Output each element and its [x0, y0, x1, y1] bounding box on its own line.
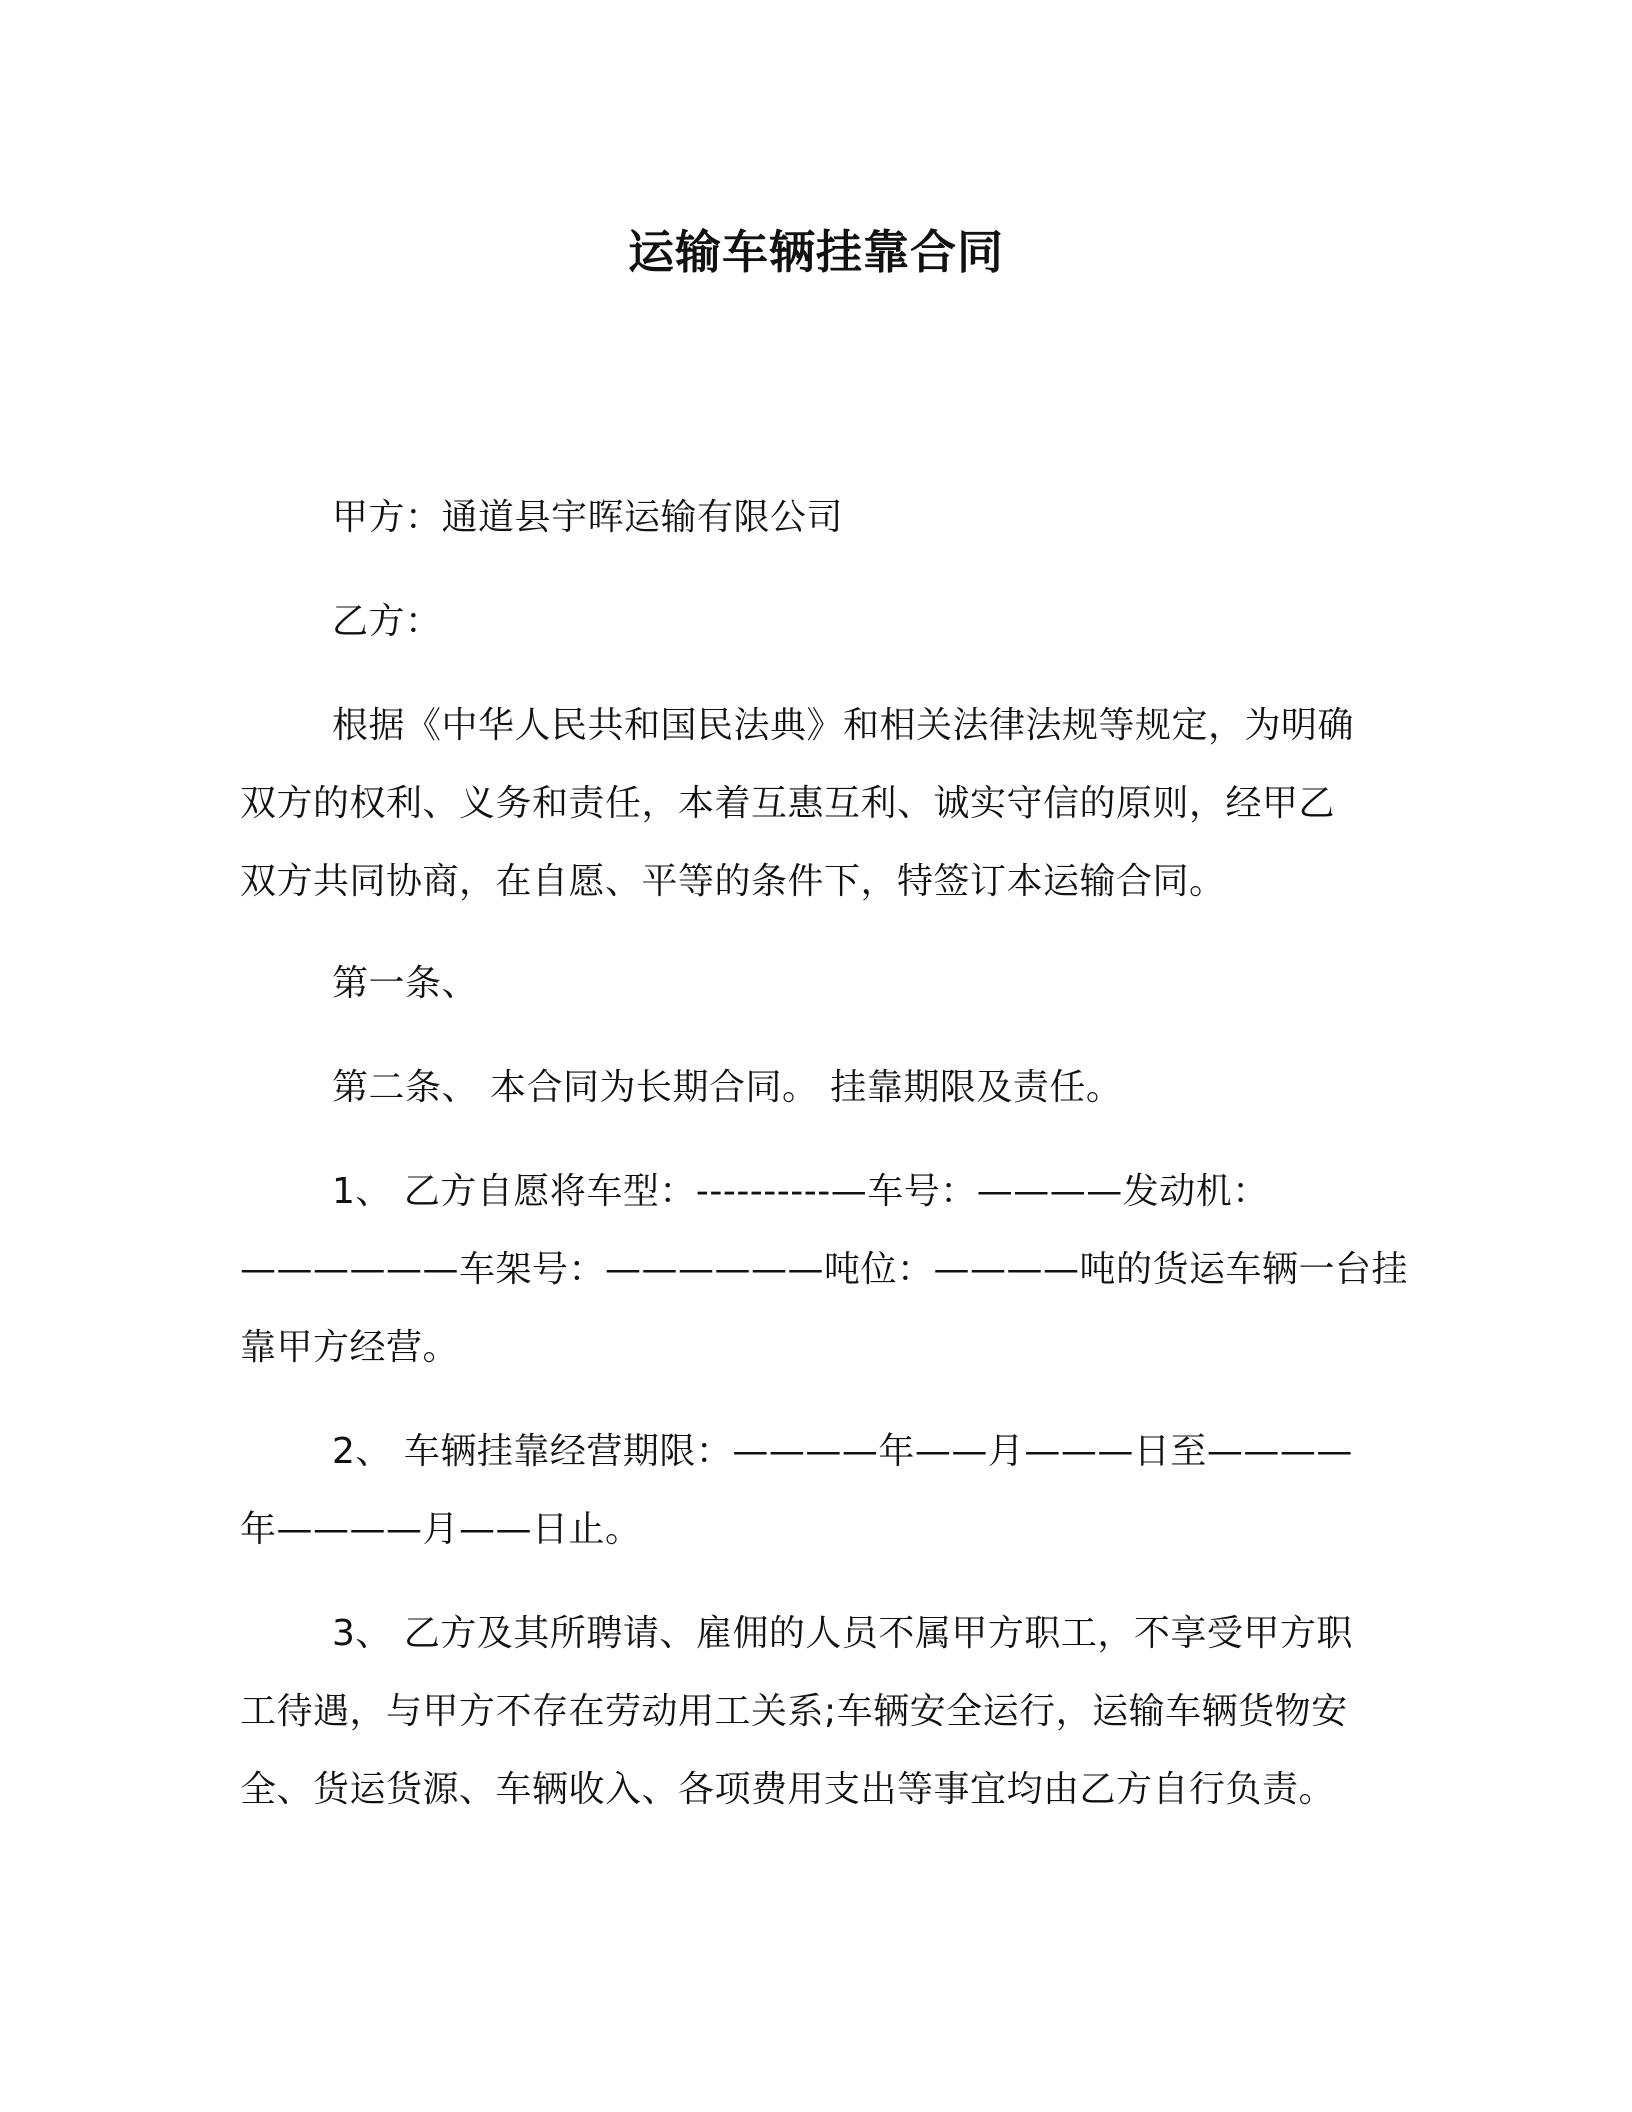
clause-3-line-1: 3、 乙方及其所聘请、雇佣的人员不属甲方职工，不享受甲方职: [332, 1613, 1353, 1654]
preamble-line-1: 根据《中华人民共和国民法典》和相关法律法规等规定，为明确: [332, 705, 1355, 746]
preamble-line-2: 双方的权利、义务和责任，本着互惠互利、诚实守信的原则，经甲乙: [240, 783, 1336, 824]
clause-1-line-1: 1、 乙方自愿将车型：----------—车号：————发动机：: [332, 1171, 1269, 1212]
clause-3-line-3: 全、货运货源、车辆收入、各项费用支出等事宜均由乙方自行负责。: [240, 1769, 1336, 1810]
clause-2-line-2: 年————月——日止。: [240, 1509, 642, 1550]
document-title: 运输车辆挂靠合同: [628, 225, 1004, 279]
clause-1-line-2: ——————车架号：——————吨位：————吨的货运车辆一台挂: [240, 1249, 1409, 1290]
clause-1-line-3: 靠甲方经营。: [240, 1327, 460, 1368]
preamble-line-3: 双方共同协商，在自愿、平等的条件下，特签订本运输合同。: [240, 861, 1226, 902]
clause-2-line-1: 2、 车辆挂靠经营期限：————年——月———日至————: [332, 1431, 1353, 1472]
clause-3-line-2: 工待遇，与甲方不存在劳动用工关系;车辆安全运行，运输车辆货物安: [240, 1691, 1348, 1732]
article-1-heading: 第一条、: [332, 963, 479, 1004]
article-2-heading: 第二条、 本合同为长期合同。 挂靠期限及责任。: [332, 1067, 1123, 1108]
party-b-line: 乙方：: [332, 601, 442, 642]
party-a-line: 甲方：通道县宇晖运输有限公司: [332, 497, 844, 538]
